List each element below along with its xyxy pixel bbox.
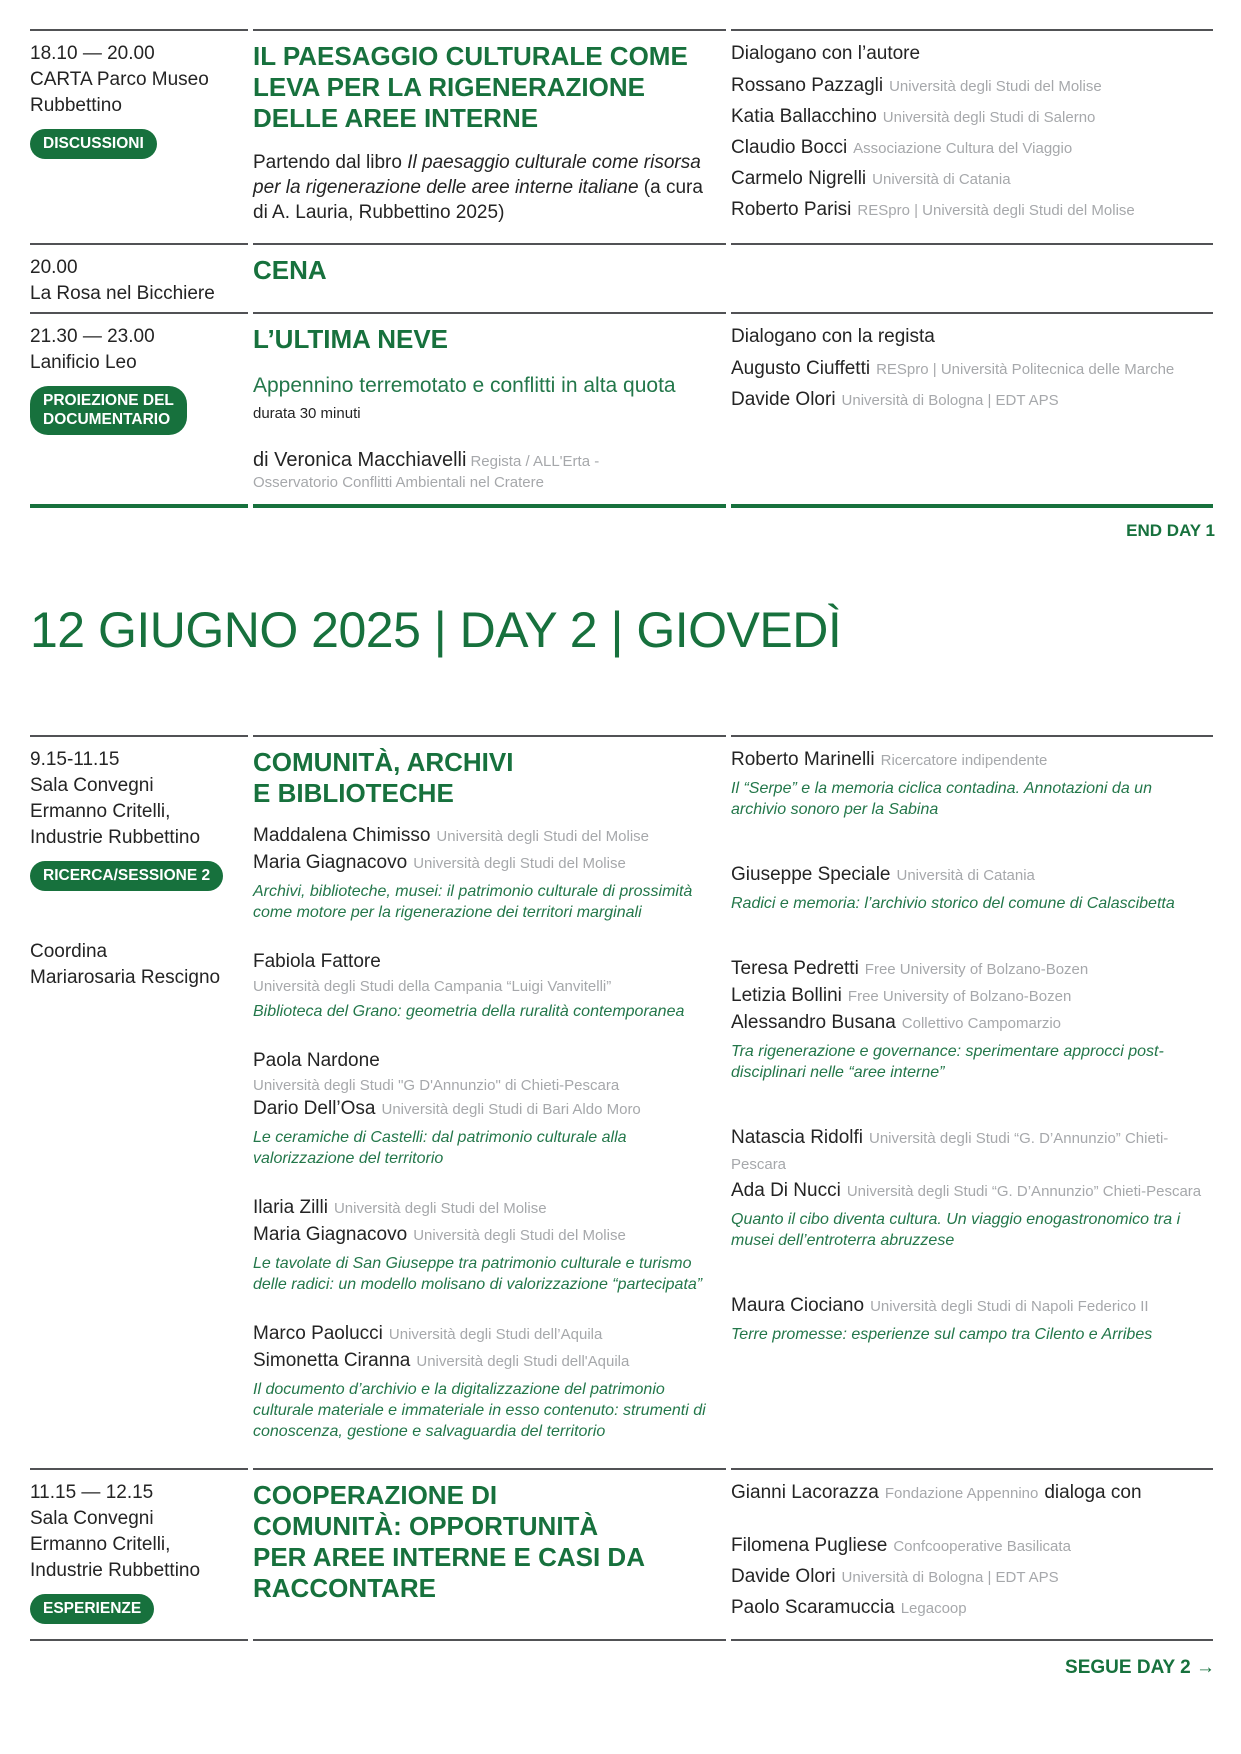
session-main-column bbox=[253, 1468, 726, 1639]
speaker-name: Teresa Pedretti bbox=[731, 958, 859, 979]
paper-item bbox=[731, 747, 1213, 820]
coordinator-block bbox=[30, 939, 248, 991]
speaker-line bbox=[731, 199, 1213, 222]
session-title-line: RACCONTARE bbox=[253, 1573, 436, 1603]
speaker-line bbox=[731, 106, 1213, 129]
description-prefix: Partendo dal libro bbox=[253, 152, 408, 173]
speaker-affiliation: Università degli Studi “G. D’Annunzio” Chieti-Pescara bbox=[731, 1130, 1169, 1173]
session-type-badge bbox=[30, 386, 187, 435]
paper-item bbox=[253, 1195, 726, 1295]
speaker-affiliation: Ricercatore indipendente bbox=[880, 752, 1048, 769]
speaker-affiliation: Collettivo Campomarzio bbox=[901, 1015, 1062, 1032]
session-venue: La Rosa nel Bicchiere bbox=[30, 283, 215, 304]
speaker-name: Ada Di Nucci bbox=[731, 1180, 841, 1201]
speaker-name: Roberto Marinelli bbox=[731, 749, 875, 770]
speaker-affiliation: Associazione Cultura del Viaggio bbox=[853, 140, 1073, 157]
speaker-name: Maria Giagnacovo bbox=[253, 852, 408, 873]
speaker-name: Ilaria Zilli bbox=[253, 1197, 328, 1218]
speaker-line bbox=[731, 1293, 1213, 1320]
speaker-affiliation: Università di Catania bbox=[872, 171, 1011, 188]
moderator-affiliation: Fondazione Appennino bbox=[884, 1485, 1039, 1502]
session-type-badge: ESPERIENZE bbox=[30, 1594, 154, 1624]
session-title-line: COMUNITÀ, ARCHIVI bbox=[253, 747, 514, 777]
speaker-line bbox=[731, 168, 1213, 191]
session-venue-line: Industrie Rubbettino bbox=[30, 1560, 201, 1581]
speaker-name: Alessandro Busana bbox=[731, 1012, 896, 1033]
session-meta-column bbox=[30, 312, 248, 504]
speaker-name: Natascia Ridolfi bbox=[731, 1127, 863, 1148]
speaker-affiliation: Università degli Studi del Molise bbox=[413, 855, 626, 872]
paper-item bbox=[731, 862, 1213, 914]
speakers-heading: Dialogano con l’autore bbox=[731, 43, 921, 64]
session-venue-line: Sala Convegni bbox=[30, 775, 154, 796]
speaker-name: Rossano Pazzagli bbox=[731, 75, 884, 96]
paper-item bbox=[253, 1321, 726, 1442]
session-title-line: LEVA PER LA RIGENERAZIONE bbox=[253, 72, 645, 102]
session-description bbox=[253, 150, 703, 225]
speaker-name: Maria Giagnacovo bbox=[253, 1224, 408, 1245]
session-main-column bbox=[253, 29, 726, 243]
session-title-line: E BIBLIOTECHE bbox=[253, 778, 454, 808]
speaker-line bbox=[253, 823, 726, 850]
speaker-name: Fabiola Fattore bbox=[253, 951, 381, 972]
speaker-affiliation: Università degli Studi del Molise bbox=[333, 1200, 547, 1217]
session-venue-line: Industrie Rubbettino bbox=[30, 827, 201, 848]
session-main-column bbox=[253, 312, 726, 504]
session-venue-line: Sala Convegni bbox=[30, 1508, 154, 1529]
speaker-affiliation: Confcooperative Basilicata bbox=[893, 1538, 1071, 1555]
paper-title: Le tavolate di San Giuseppe tra patrimonio culturale e turismo delle radici: un modello molisano di valorizzazione “partecipata” bbox=[253, 1255, 703, 1293]
speaker-line bbox=[731, 137, 1213, 160]
speaker-line bbox=[253, 949, 726, 976]
speaker-line bbox=[731, 1597, 1213, 1620]
book-title: Il paesaggio culturale come risorsa per la rigenerazione delle aree interne italiane bbox=[253, 152, 701, 198]
session-title-line: COMUNITÀ: OPPORTUNITÀ bbox=[253, 1511, 599, 1541]
session-time: 21.30 — 23.00 bbox=[30, 326, 155, 347]
speaker-name: Maura Ciociano bbox=[731, 1295, 865, 1316]
speaker-line bbox=[731, 983, 1213, 1010]
session-speakers-column bbox=[731, 735, 1213, 1468]
speaker-line bbox=[253, 1321, 726, 1348]
speaker-affiliation: RESpro | Università degli Studi del Molise bbox=[857, 202, 1135, 219]
session-title bbox=[253, 1480, 726, 1604]
paper-item bbox=[253, 823, 726, 923]
speaker-affiliation: Università degli Studi della Campania “Luigi Vanvitelli” bbox=[253, 978, 612, 995]
speaker-affiliation: Università degli Studi dell'Aquila bbox=[416, 1353, 630, 1370]
moderator-suffix: dialoga con bbox=[1044, 1482, 1142, 1503]
speaker-affiliation: Università degli Studi del Molise bbox=[413, 1227, 626, 1244]
speaker-affiliation: Free University of Bolzano-Bozen bbox=[864, 961, 1089, 978]
speaker-affiliation: Università di Bologna | EDT APS bbox=[841, 1569, 1059, 1586]
speaker-affiliation: Università degli Studi di Napoli Federico II bbox=[870, 1298, 1149, 1315]
speaker-name: Roberto Parisi bbox=[731, 199, 852, 220]
speaker-affiliation: Università degli Studi "G D'Annunzio" di Chieti-Pescara bbox=[253, 1077, 620, 1094]
speaker-affiliation: Università degli Studi di Salerno bbox=[882, 109, 1096, 126]
session-type-badge: RICERCA/SESSIONE 2 bbox=[30, 861, 223, 891]
speaker-line bbox=[253, 850, 726, 877]
page-bottom-rule bbox=[30, 1639, 1215, 1641]
session-duration: durata 30 minuti bbox=[253, 405, 361, 422]
session-main-column bbox=[253, 735, 726, 1468]
director-name: di Veronica Macchiavelli bbox=[253, 449, 467, 471]
session-title-line: PER AREE INTERNE E CASI DA bbox=[253, 1542, 645, 1572]
speaker-name: Carmelo Nigrelli bbox=[731, 168, 867, 189]
speaker-line bbox=[731, 75, 1213, 98]
paper-title: Quanto il cibo diventa cultura. Un viaggio enogastronomico tra i musei dell’entroterra abruzzese bbox=[731, 1211, 1181, 1249]
segue-day-label: SEGUE DAY 2 → bbox=[1065, 1657, 1215, 1678]
day-header: 12 GIUGNO 2025 | DAY 2 | GIOVEDÌ bbox=[30, 602, 842, 658]
session-time: 20.00 bbox=[30, 257, 78, 278]
paper-title: Il “Serpe” e la memoria ciclica contadina. Annotazioni da un archivio sonoro per la Sabina bbox=[731, 780, 1152, 818]
session-type-badge: DISCUSSIONI bbox=[30, 129, 157, 159]
day-end-rule bbox=[30, 504, 1215, 508]
paper-title: Radici e memoria: l’archivio storico del comune di Calascibetta bbox=[731, 895, 1175, 912]
speaker-line bbox=[731, 1535, 1213, 1558]
speaker-affiliation: Università degli Studi dell’Aquila bbox=[388, 1326, 603, 1343]
session-venue-line: Rubbettino bbox=[30, 95, 122, 116]
paper-item bbox=[731, 956, 1213, 1083]
session-title: L’ULTIMA NEVE bbox=[253, 324, 448, 354]
speaker-name: Filomena Pugliese bbox=[731, 1535, 888, 1556]
director-affiliation: Regista / ALL'Erta - Osservatorio Conflitti Ambientali nel Cratere bbox=[253, 453, 600, 491]
speaker-name: Letizia Bollini bbox=[731, 985, 842, 1006]
speaker-name: Simonetta Ciranna bbox=[253, 1350, 411, 1371]
speaker-name: Marco Paolucci bbox=[253, 1323, 383, 1344]
speaker-name: Claudio Bocci bbox=[731, 137, 848, 158]
session-meta-column bbox=[30, 29, 248, 243]
speaker-name: Davide Olori bbox=[731, 1566, 836, 1587]
paper-list-center bbox=[253, 823, 726, 1442]
session-speakers-column bbox=[731, 29, 1213, 243]
session-ultima-neve bbox=[30, 312, 1215, 504]
session-venue-line: CARTA Parco Museo bbox=[30, 69, 209, 90]
speaker-affiliation: Legacoop bbox=[900, 1600, 967, 1617]
speaker-line bbox=[253, 1222, 726, 1249]
speakers-heading: Dialogano con la regista bbox=[731, 326, 935, 347]
paper-item bbox=[253, 949, 726, 1022]
session-main-column bbox=[253, 243, 726, 312]
moderator-name: Gianni Lacorazza bbox=[731, 1482, 879, 1503]
speaker-line bbox=[253, 1048, 726, 1075]
session-title-line: COOPERAZIONE DI bbox=[253, 1480, 498, 1510]
session-time: 18.10 — 20.00 bbox=[30, 43, 155, 64]
paper-item bbox=[253, 1048, 726, 1169]
speaker-affiliation: Università degli Studi di Bari Aldo Moro bbox=[381, 1101, 641, 1118]
session-meta-column bbox=[30, 243, 248, 312]
session-title-line: DELLE AREE INTERNE bbox=[253, 103, 539, 133]
end-day-label: END DAY 1 bbox=[1126, 521, 1215, 540]
session-meta-column bbox=[30, 735, 248, 1468]
session-speakers-column bbox=[731, 312, 1213, 504]
session-cooperazione bbox=[30, 1468, 1215, 1639]
speaker-line bbox=[731, 389, 1213, 412]
session-speakers-column bbox=[731, 243, 1213, 312]
speaker-line bbox=[731, 1010, 1213, 1037]
badge-line: DOCUMENTARIO bbox=[43, 411, 171, 428]
session-paesaggio-culturale bbox=[30, 29, 1215, 243]
speaker-affiliation: Università degli Studi del Molise bbox=[889, 78, 1102, 95]
speaker-affiliation: Università degli Studi del Molise bbox=[436, 828, 650, 845]
session-venue-line: Ermanno Critelli, bbox=[30, 1534, 171, 1555]
speaker-line bbox=[253, 1195, 726, 1222]
coordinator-name: Mariarosaria Rescigno bbox=[30, 967, 221, 988]
session-speakers-column bbox=[731, 1468, 1213, 1639]
session-venue: Lanificio Leo bbox=[30, 352, 137, 373]
speaker-line bbox=[253, 1348, 726, 1375]
session-title bbox=[253, 41, 726, 134]
description-suffix: (a cura di A. Lauria, Rubbettino 2025) bbox=[253, 177, 703, 223]
speaker-name: Katia Ballacchino bbox=[731, 106, 877, 127]
paper-item bbox=[731, 1293, 1213, 1345]
speaker-line bbox=[731, 1125, 1213, 1178]
coordinator-label: Coordina bbox=[30, 941, 108, 962]
speaker-name: Davide Olori bbox=[731, 389, 836, 410]
session-meta-column bbox=[30, 1468, 248, 1639]
speaker-affiliation: Università degli Studi “G. D’Annunzio” Chieti-Pescara bbox=[846, 1183, 1202, 1200]
speaker-line bbox=[731, 747, 1213, 774]
moderator-line bbox=[731, 1480, 1213, 1507]
speaker-line bbox=[731, 1178, 1213, 1205]
speaker-affiliation: RESpro | Università Politecnica delle Marche bbox=[876, 361, 1175, 378]
paper-title: Il documento d’archivio e la digitalizzazione del patrimonio culturale materiale e immateriale in esso contenuto: strumenti di conoscenza, gestione e salvaguardia del territorio bbox=[253, 1381, 706, 1440]
speaker-affiliation: Università di Bologna | EDT APS bbox=[841, 392, 1059, 409]
session-title bbox=[253, 747, 726, 809]
session-cena bbox=[30, 243, 1215, 312]
speaker-name: Paola Nardone bbox=[253, 1050, 380, 1071]
session-venue-line: Ermanno Critelli, bbox=[30, 801, 171, 822]
speaker-line bbox=[253, 1096, 726, 1123]
paper-title: Archivi, biblioteche, musei: il patrimonio culturale di prossimità come motore per la rigenerazione dei territori marginali bbox=[253, 883, 693, 921]
speaker-line bbox=[731, 1566, 1213, 1589]
speaker-name: Paolo Scaramuccia bbox=[731, 1597, 895, 1618]
session-subtitle: Appennino terremotato e conflitti in alta quota bbox=[253, 374, 676, 397]
paper-title: Tra rigenerazione e governance: sperimentare approcci post-disciplinari nelle “aree interne” bbox=[731, 1043, 1164, 1081]
paper-title: Le ceramiche di Castelli: dal patrimonio culturale alla valorizzazione del territorio bbox=[253, 1129, 627, 1167]
speaker-line bbox=[731, 862, 1213, 889]
session-comunita-archivi bbox=[30, 735, 1215, 1468]
session-time: 9.15-11.15 bbox=[30, 749, 120, 770]
speaker-line bbox=[731, 358, 1213, 381]
director-line bbox=[253, 450, 673, 493]
speaker-name: Maddalena Chimisso bbox=[253, 825, 431, 846]
paper-item bbox=[731, 1125, 1213, 1251]
paper-title: Biblioteca del Grano: geometria della ruralità contemporanea bbox=[253, 1003, 685, 1020]
session-time: 11.15 — 12.15 bbox=[30, 1482, 154, 1503]
session-title: CENA bbox=[253, 255, 327, 285]
speaker-line bbox=[731, 956, 1213, 983]
speaker-name: Dario Dell’Osa bbox=[253, 1098, 376, 1119]
session-title-line: IL PAESAGGIO CULTURALE COME bbox=[253, 41, 688, 71]
badge-line: PROIEZIONE DEL bbox=[43, 392, 174, 409]
speaker-name: Augusto Ciuffetti bbox=[731, 358, 871, 379]
speaker-affiliation: Università di Catania bbox=[896, 867, 1035, 884]
speaker-list bbox=[731, 1535, 1213, 1620]
speaker-name: Giuseppe Speciale bbox=[731, 864, 891, 885]
speaker-affiliation: Free University of Bolzano-Bozen bbox=[847, 988, 1072, 1005]
paper-title: Terre promesse: esperienze sul campo tra Cilento e Arribes bbox=[731, 1326, 1153, 1343]
